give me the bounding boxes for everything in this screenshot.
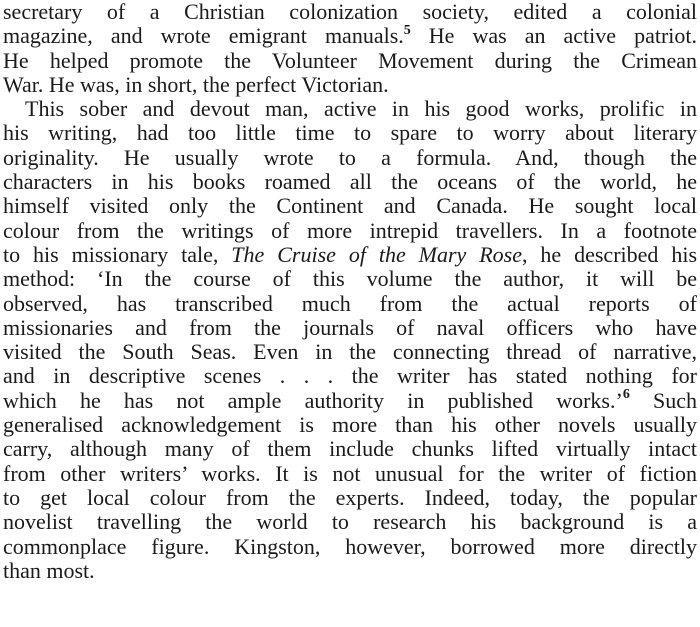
- text-line: [3, 340, 697, 364]
- text-segment: generalised acknowledgement is more than his other novels usually: [3, 413, 697, 438]
- text-segment: to his missionary tale,: [3, 242, 232, 267]
- text-segment: , he described his: [522, 242, 697, 267]
- text-segment: War. He was, in short, the perfect Victorian.: [3, 72, 389, 97]
- text-line: [3, 0, 697, 24]
- text-segment: commonplace figure. Kingston, however, borrowed more directly: [3, 534, 697, 559]
- text-segment: secretary of a Christian colonization society, edited a colonial: [3, 0, 697, 24]
- text-segment: visited the South Seas. Even in the connecting thread of narrative,: [3, 340, 697, 365]
- text-line: [3, 97, 697, 121]
- text-line: [3, 413, 697, 437]
- paragraph-p1: [3, 0, 697, 97]
- text-segment: He helped promote the Volunteer Movement during the Crimean: [3, 48, 697, 73]
- text-line: [3, 24, 697, 48]
- text-line: [3, 73, 697, 97]
- text-segment: to get local colour from the experts. Indeed, today, the popular: [3, 485, 697, 510]
- document-page: [3, 0, 697, 583]
- text-segment: than most.: [3, 558, 95, 583]
- text-segment: from other writers’ works. It is not unusual for the writer of fiction: [3, 461, 697, 486]
- text-segment: missionaries and from the journals of naval officers who have: [3, 315, 697, 340]
- text-segment: carry, although many of them include chunks lifted virtually intact: [3, 437, 697, 462]
- text-line: [3, 510, 697, 534]
- text-line: [3, 486, 697, 510]
- text-line: [3, 170, 697, 194]
- text-line: [3, 389, 697, 413]
- text-segment: novelist travelling the world to research his background is a: [3, 510, 697, 535]
- text-segment: Such: [629, 388, 697, 413]
- text-line: [3, 219, 697, 243]
- text-segment: originality. He usually wrote to a formula. And, though the: [3, 145, 697, 170]
- text-line: [3, 267, 697, 291]
- text-line: [3, 316, 697, 340]
- text-segment: colour from the writings of more intrepid travellers. In a footnote: [3, 218, 697, 243]
- text-segment: and in descriptive scenes . . . the writer has stated nothing for: [3, 364, 697, 389]
- text-segment: his writing, had too little time to spare to worry about literary: [3, 121, 697, 146]
- text-line: [3, 437, 697, 461]
- text-segment: method: ‘In the course of this volume the author, it will be: [3, 267, 697, 292]
- text-line: [3, 121, 697, 145]
- text-segment: characters in his books roamed all the oceans of the world, he: [3, 170, 697, 195]
- text-line: [3, 559, 697, 583]
- text-segment: magazine, and wrote emigrant manuals.: [3, 24, 404, 49]
- text-line: [3, 535, 697, 559]
- text-line: [3, 146, 697, 170]
- book-title: The Cruise of the Mary Rose: [231, 242, 522, 267]
- text-segment: This sober and devout man, active in his good works, prolific in: [25, 97, 697, 122]
- footnote-marker: 6: [622, 388, 630, 403]
- text-line: [3, 462, 697, 486]
- text-segment: observed, has transcribed much from the actual reports of: [3, 291, 697, 316]
- text-segment: He was an active patriot.: [410, 24, 697, 49]
- text-segment: which he has not ample authority in published works.’: [3, 388, 623, 413]
- text-line: [3, 364, 697, 388]
- footnote-marker: 5: [403, 24, 411, 38]
- text-segment: himself visited only the Continent and Canada. He sought local: [3, 194, 697, 219]
- text-line: [3, 49, 697, 73]
- text-line: [3, 292, 697, 316]
- text-line: [3, 243, 697, 267]
- text-line: [3, 194, 697, 218]
- paragraph-p2: [3, 97, 697, 583]
